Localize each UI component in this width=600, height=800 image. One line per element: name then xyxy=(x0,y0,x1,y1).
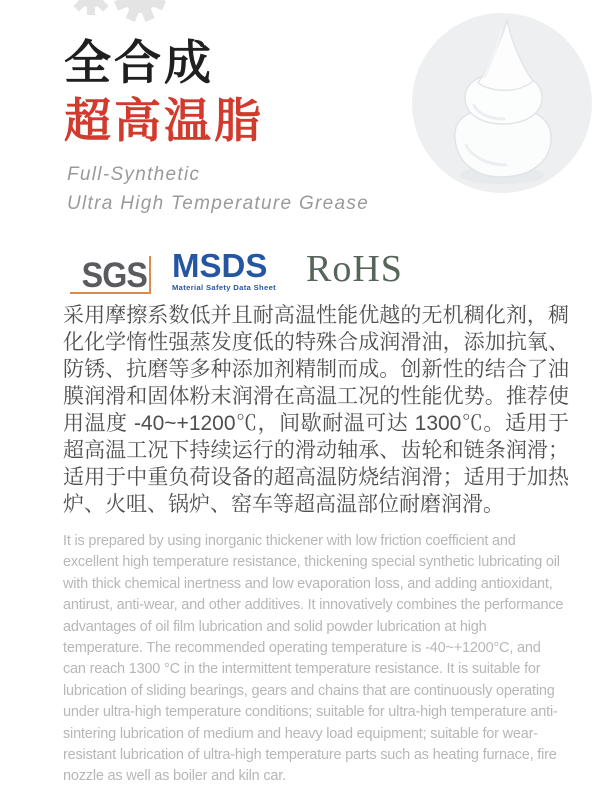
subtitle-en xyxy=(67,160,369,218)
sgs-logo-accent-line xyxy=(149,256,151,294)
description-en: It is prepared by using inorganic thickener with low friction coefficient and excellent high temperature resistance, thickening special synthetic lubricating oil with thick chemical inertness and low evaporation loss, and adding antioxidant, antirust, anti-wear, and other additives. It innovatively combines the performance advantages of oil film lubrication and solid powder lubrication at high temperature. The recommended operating temperature is -40~+1200°C, and can reach 1300 °C in the intermittent temperature resistance. It is suitable for lubrication of sliding bearings, gears and chains that are continuously operating under ultra-high temperature conditions; suitable for ultra-high temperature anti-sintering lubrication of medium and heavy load equipment; suitable for wear-resistant lubrication of ultra-high temperature parts such as heating furnace, fire nozzle as well as boiler and kiln car. xyxy=(63,533,564,785)
rohs-logo: RoHS xyxy=(306,248,403,290)
title-zh-line1: 全合成 xyxy=(64,36,214,89)
grease-swirl-icon xyxy=(444,17,562,189)
subtitle-en-line1: Full-Synthetic xyxy=(67,164,201,185)
sgs-logo-text: SGS xyxy=(81,256,147,295)
product-photo xyxy=(412,13,592,193)
msds-logo-text: MSDS xyxy=(172,247,268,284)
subtitle-en-line2: Ultra High Temperature Grease xyxy=(67,193,370,214)
msds-logo xyxy=(172,249,276,292)
msds-logo-caption: Material Safety Data Sheet xyxy=(172,283,277,292)
description-zh: 采用摩擦系数低并且耐高温性能优越的无机稠化剂，稠化化学惰性强蒸发度低的特殊合成润滑油，添加抗氧、防锈、抗磨等多种添加剂精制而成。创新性的结合了油膜润滑和固体粉末润滑在高温工况的性能优势。推荐使用温度 -40~+1200℃，间歇耐温可达 1300℃。适用于超高温工况下持续运行的滑动轴承、齿轮和链条润滑；适用于中重负荷设备的超高温防烧结润滑；适用于加热炉、火咀、锅炉、窑车等超高温部位耐磨润滑。 xyxy=(63,304,569,516)
gear-icon xyxy=(68,0,178,32)
sgs-logo xyxy=(70,252,151,294)
decorative-gears xyxy=(68,0,178,32)
title-zh-line2: 超高温脂 xyxy=(64,94,264,147)
